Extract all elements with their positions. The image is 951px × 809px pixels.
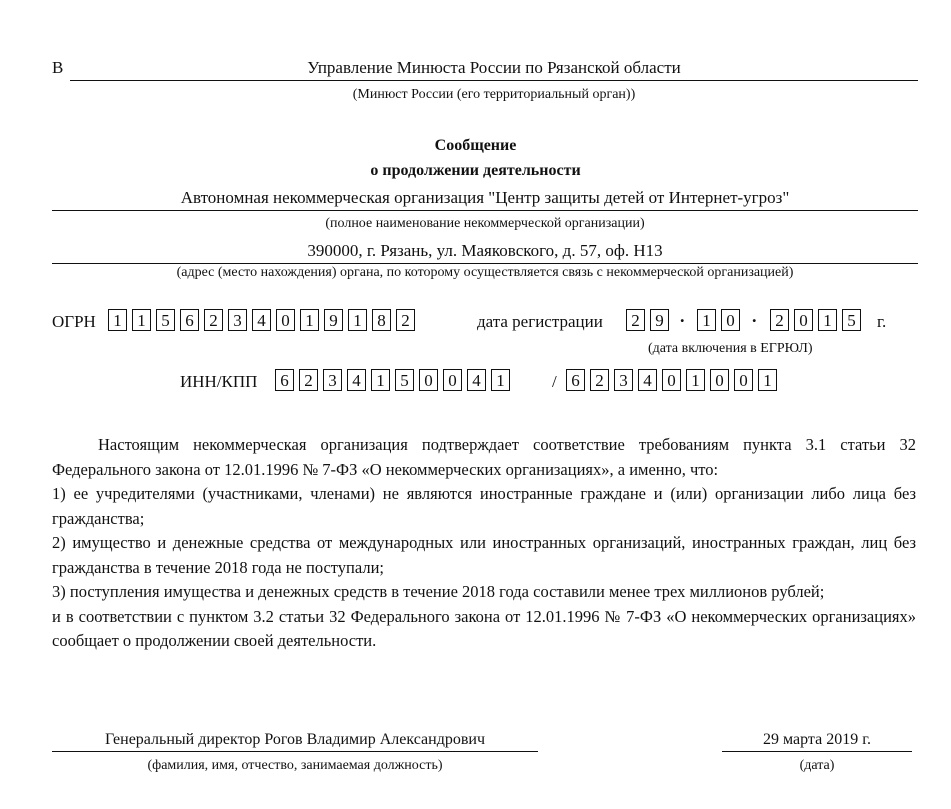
kpp-digit: 0 xyxy=(710,369,729,391)
org-address-underline xyxy=(52,263,918,264)
kpp-digit: 0 xyxy=(662,369,681,391)
reg-year-digit: 0 xyxy=(794,309,813,331)
ogrn-digit: 4 xyxy=(252,309,271,331)
recipient-underline xyxy=(70,80,918,81)
kpp-digit: 3 xyxy=(614,369,633,391)
ogrn-digit: 9 xyxy=(324,309,343,331)
ogrn-digit: 3 xyxy=(228,309,247,331)
reg-year-digit: 5 xyxy=(842,309,861,331)
inn-kpp-label: ИНН/КПП xyxy=(180,372,258,391)
document-title: Сообщение xyxy=(434,137,517,154)
kpp-digit: 1 xyxy=(686,369,705,391)
body-conclusion: и в соответствии с пунктом 3.2 статьи 32 Федерального закона от 12.01.1996 № 7-ФЗ «О некоммерческих организациях» сообщает о продолжении своей деятельности. xyxy=(52,606,916,650)
kpp-digit: 2 xyxy=(590,369,609,391)
reg-year-cells xyxy=(770,309,866,331)
kpp-digit: 6 xyxy=(566,369,585,391)
signer-name: Генеральный директор Рогов Владимир Александрович xyxy=(105,731,485,748)
kpp-cells xyxy=(566,369,782,391)
ogrn-digit: 8 xyxy=(372,309,391,331)
kpp-digit: 4 xyxy=(638,369,657,391)
date-underline xyxy=(722,751,912,752)
inn-digit: 0 xyxy=(443,369,462,391)
inn-digit: 2 xyxy=(299,369,318,391)
reg-month-digit: 1 xyxy=(697,309,716,331)
inn-digit: 1 xyxy=(371,369,390,391)
ogrn-digit: 2 xyxy=(396,309,415,331)
registration-date-caption: (дата включения в ЕГРЮЛ) xyxy=(648,341,813,356)
date-dot: . xyxy=(752,306,757,326)
ogrn-digit: 0 xyxy=(276,309,295,331)
reg-year-digit: 1 xyxy=(818,309,837,331)
ogrn-label: ОГРН xyxy=(52,312,96,331)
ogrn-digit: 1 xyxy=(132,309,151,331)
kpp-digit: 1 xyxy=(758,369,777,391)
inn-digit: 3 xyxy=(323,369,342,391)
reg-month-cells xyxy=(697,309,745,331)
inn-digit: 1 xyxy=(491,369,510,391)
body-item-1: 1) ее учредителями (участниками, членами) не являются иностранные граждане и (или) организации либо лица без гражданства; xyxy=(52,484,916,528)
body-paragraph-intro: Настоящим некоммерческая организация подтверждает соответствие требованиям пункта 3.1 статьи 32 Федерального закона от 12.01.1996 № 7-ФЗ «О некоммерческих организациях», а именно, что: xyxy=(52,435,916,479)
org-full-name: Автономная некоммерческая организация "Центр защиты детей от Интернет-угроз" xyxy=(180,188,790,207)
body-item-2: 2) имущество и денежные средства от международных или иностранных организаций, иностранных граждан, лиц без гражданства в течение 2018 года не поступали; xyxy=(52,533,916,577)
kpp-digit: 0 xyxy=(734,369,753,391)
inn-digit: 4 xyxy=(347,369,366,391)
recipient-organ: Управление Минюста России по Рязанской области xyxy=(307,58,681,77)
registration-date-label: дата регистрации xyxy=(477,312,603,331)
inn-digit: 0 xyxy=(419,369,438,391)
reg-month-digit: 0 xyxy=(721,309,740,331)
signer-caption: (фамилия, имя, отчество, занимаемая должность) xyxy=(147,758,443,773)
reg-year-digit: 2 xyxy=(770,309,789,331)
ogrn-digit: 2 xyxy=(204,309,223,331)
date-dot: . xyxy=(680,306,685,326)
reg-day-digit: 9 xyxy=(650,309,669,331)
ogrn-digit: 1 xyxy=(300,309,319,331)
inn-cells xyxy=(275,369,515,391)
ogrn-cells xyxy=(108,309,420,331)
ogrn-digit: 1 xyxy=(348,309,367,331)
signature-date: 29 марта 2019 г. xyxy=(763,731,871,748)
org-name-caption: (полное наименование некоммерческой организации) xyxy=(325,216,645,231)
recipient-prefix: В xyxy=(52,58,64,77)
org-address-caption: (адрес (место нахождения) органа, по которому осуществляется связь с некоммерческой организацией) xyxy=(176,265,794,280)
reg-day-digit: 2 xyxy=(626,309,645,331)
inn-kpp-separator: / xyxy=(552,372,557,391)
inn-digit: 5 xyxy=(395,369,414,391)
org-address: 390000, г. Рязань, ул. Маяковского, д. 57, оф. Н13 xyxy=(307,241,663,260)
inn-digit: 6 xyxy=(275,369,294,391)
year-suffix: г. xyxy=(877,312,887,331)
body-text xyxy=(52,433,916,654)
ogrn-digit: 6 xyxy=(180,309,199,331)
ogrn-digit: 1 xyxy=(108,309,127,331)
inn-digit: 4 xyxy=(467,369,486,391)
reg-day-cells xyxy=(626,309,674,331)
document-subtitle: о продолжении деятельности xyxy=(370,162,581,179)
ogrn-digit: 5 xyxy=(156,309,175,331)
recipient-caption: (Минюст России (его территориальный орган)) xyxy=(352,87,636,102)
org-name-underline xyxy=(52,210,918,211)
body-item-3: 3) поступления имущества и денежных средств в течение 2018 года составили менее трех миллионов рублей; xyxy=(52,582,825,601)
date-caption: (дата) xyxy=(799,758,835,773)
signer-underline xyxy=(52,751,538,752)
